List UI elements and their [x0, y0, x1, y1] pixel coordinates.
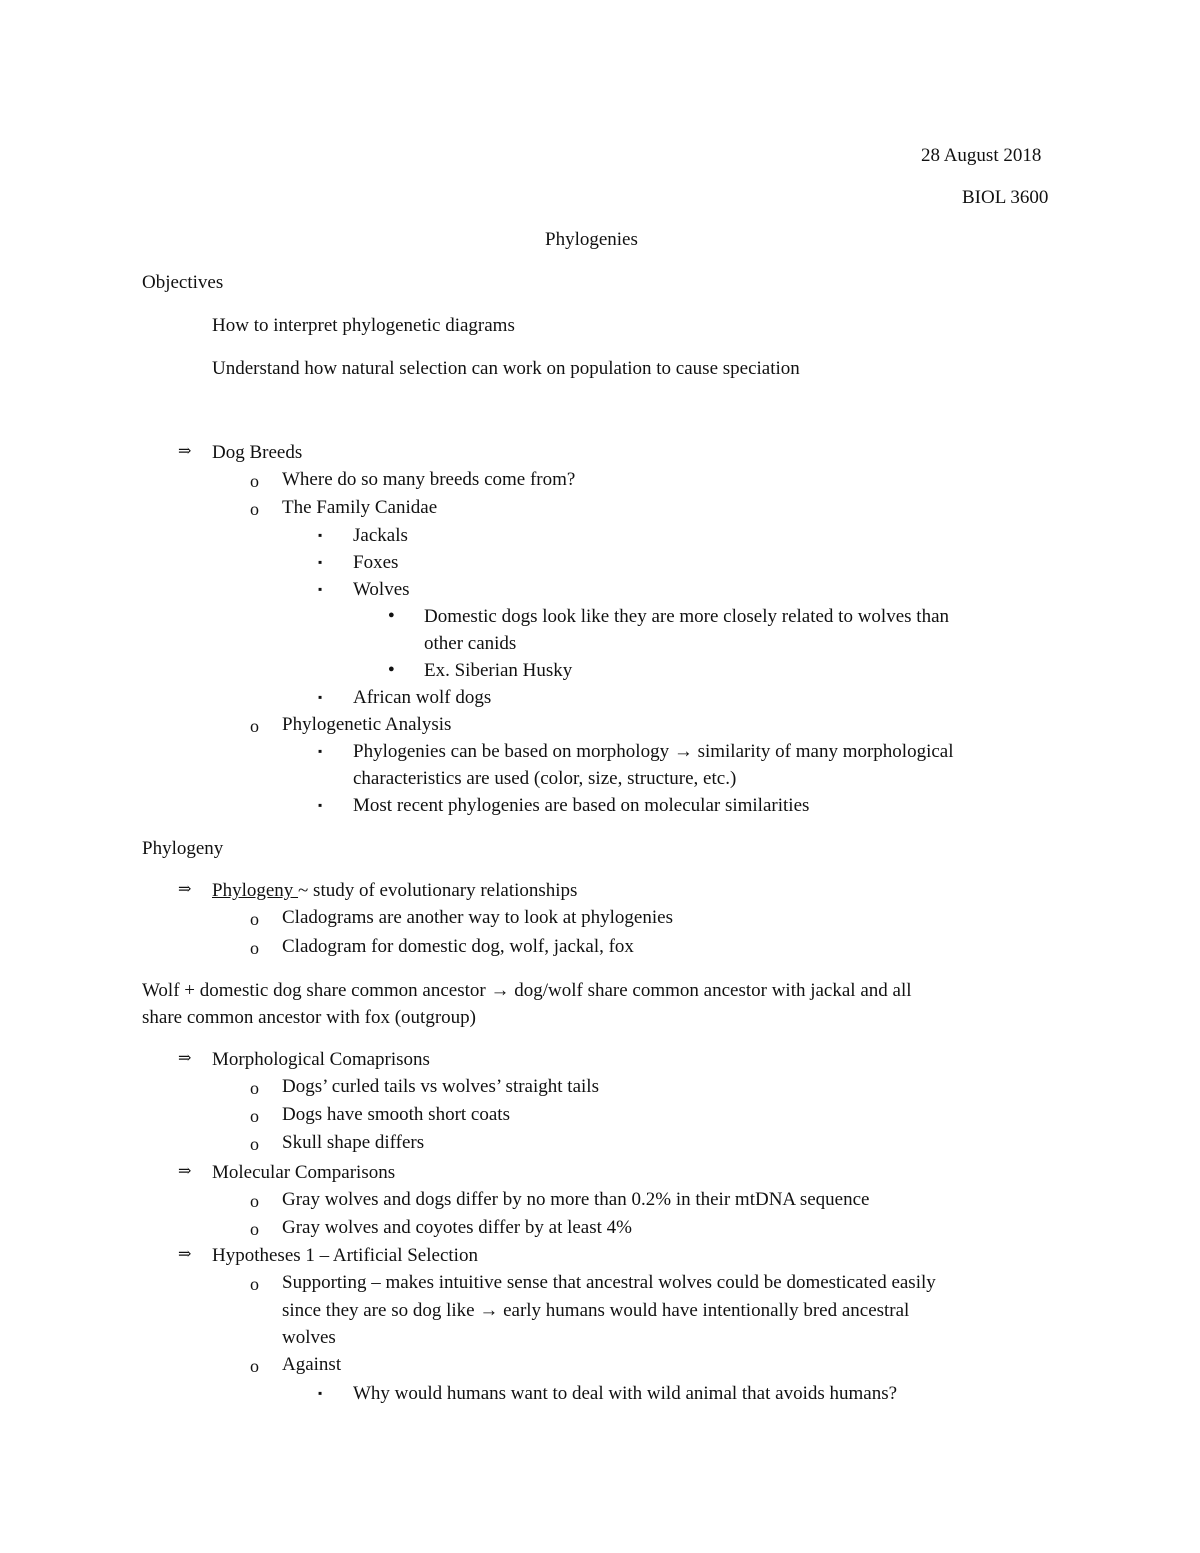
list-item-continuation: wolves	[282, 1327, 336, 1348]
list-item: Ex. Siberian Husky	[424, 660, 573, 681]
phylogeny-definition-text: ~ study of evolutionary relationships	[298, 880, 578, 901]
list-item: Wolves	[353, 579, 410, 600]
dot-bullet-icon: ●	[388, 663, 395, 675]
square-bullet-icon: ▪	[318, 528, 323, 542]
list-item: The Family Canidae	[282, 497, 438, 518]
dog-breeds-label: Dog Breeds	[212, 442, 303, 463]
square-bullet-icon: ▪	[318, 744, 323, 758]
arrow-bullet-icon: ⇒	[178, 1246, 192, 1263]
dot-bullet-icon: ●	[388, 609, 395, 621]
square-bullet-icon: ▪	[318, 555, 323, 569]
list-item: Supporting – makes intuitive sense that ancestral wolves could be domesticated easily	[282, 1272, 936, 1293]
list-item: Most recent phylogenies are based on molecular similarities	[353, 795, 810, 816]
list-item: Skull shape differs	[282, 1132, 425, 1153]
circle-bullet-icon: o	[250, 1106, 259, 1126]
list-item: Jackals	[353, 525, 408, 546]
objective-item: How to interpret phylogenetic diagrams	[212, 315, 515, 336]
circle-bullet-icon: o	[250, 1078, 259, 1098]
arrow-bullet-icon: ⇒	[178, 1050, 192, 1067]
list-item: Phylogenies can be based on morphology → similarity of many morphological	[353, 741, 954, 762]
square-bullet-icon: ▪	[318, 582, 323, 596]
objectives-heading: Objectives	[142, 272, 224, 293]
objective-item: Understand how natural selection can work on population to cause speciation	[212, 358, 800, 379]
list-item-continuation: since they are so dog like → early humans would have intentionally bred ancestral	[282, 1300, 910, 1321]
list-item: Foxes	[353, 552, 399, 573]
list-item: Gray wolves and coyotes differ by at least 4%	[282, 1217, 632, 1238]
list-item: Why would humans want to deal with wild animal that avoids humans?	[353, 1383, 898, 1404]
circle-bullet-icon: o	[250, 1219, 259, 1239]
circle-bullet-icon: o	[250, 1274, 259, 1294]
course-code: BIOL 3600	[962, 187, 1049, 208]
arrow-bullet-icon: ⇒	[178, 443, 192, 460]
summary-line: share common ancestor with fox (outgroup)	[142, 1007, 476, 1028]
summary-line: Wolf + domestic dog share common ancestor → dog/wolf share common ancestor with jackal and all	[142, 980, 912, 1001]
list-item: African wolf dogs	[353, 687, 492, 708]
circle-bullet-icon: o	[250, 471, 259, 491]
circle-bullet-icon: o	[250, 1134, 259, 1154]
circle-bullet-icon: o	[250, 909, 259, 929]
page-title: Phylogenies	[545, 229, 638, 250]
list-item: Where do so many breeds come from?	[282, 469, 576, 490]
list-item: Domestic dogs look like they are more closely related to wolves than	[424, 606, 949, 627]
list-item: Cladograms are another way to look at phylogenies	[282, 907, 673, 928]
molecular-label: Molecular Comparisons	[212, 1162, 396, 1183]
list-item: Dogs’ curled tails vs wolves’ straight tails	[282, 1076, 599, 1097]
square-bullet-icon: ▪	[318, 798, 323, 812]
circle-bullet-icon: o	[250, 716, 259, 736]
hypotheses-label: Hypotheses 1 – Artificial Selection	[212, 1245, 478, 1266]
list-item: Phylogenetic Analysis	[282, 714, 452, 735]
list-item-continuation: other canids	[424, 633, 517, 654]
phylogeny-term: Phylogeny	[212, 880, 299, 901]
square-bullet-icon: ▪	[318, 1386, 323, 1400]
phylogeny-definition	[212, 881, 577, 900]
morphological-label: Morphological Comaprisons	[212, 1049, 430, 1070]
arrow-bullet-icon: ⇒	[178, 881, 192, 898]
list-item: Dogs have smooth short coats	[282, 1104, 510, 1125]
arrow-bullet-icon: ⇒	[178, 1163, 192, 1180]
phylogeny-heading: Phylogeny	[142, 838, 224, 859]
circle-bullet-icon: o	[250, 499, 259, 519]
list-item: Against	[282, 1354, 342, 1375]
circle-bullet-icon: o	[250, 938, 259, 958]
square-bullet-icon: ▪	[318, 690, 323, 704]
circle-bullet-icon: o	[250, 1191, 259, 1211]
list-item-continuation: characteristics are used (color, size, structure, etc.)	[353, 768, 737, 789]
date: 28 August 2018	[921, 145, 1042, 166]
list-item: Gray wolves and dogs differ by no more than 0.2% in their mtDNA sequence	[282, 1189, 870, 1210]
list-item: Cladogram for domestic dog, wolf, jackal, fox	[282, 936, 634, 957]
circle-bullet-icon: o	[250, 1356, 259, 1376]
